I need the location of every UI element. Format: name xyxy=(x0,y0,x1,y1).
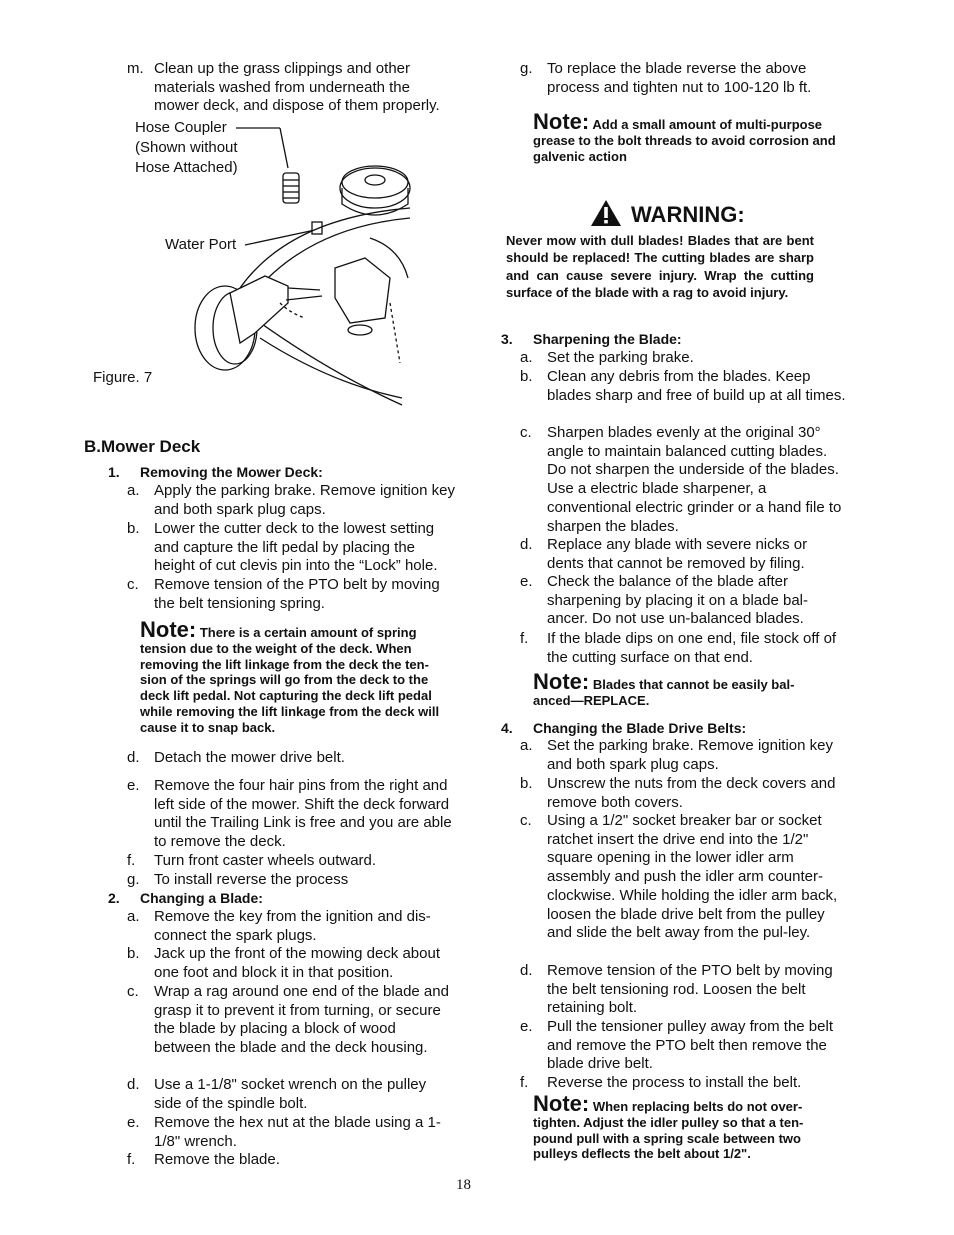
list-item xyxy=(127,777,457,852)
list-item xyxy=(127,749,457,768)
note-grease xyxy=(533,109,845,164)
list-text: Remove the blade. xyxy=(154,1151,280,1168)
list-marker: g. xyxy=(127,871,140,888)
section-title: B.Mower Deck xyxy=(84,437,201,456)
list-text: Pull the tensioner pulley away from the belt and remove the PTO belt then remove the blade drive belt. xyxy=(547,1018,833,1073)
list-marker: e. xyxy=(127,777,140,794)
list-text: Remove tension of the PTO belt by moving the belt tensioning rod. Loosen the belt retaining bolt. xyxy=(547,962,833,1017)
note-text: There is a certain amount of spring tension due to the weight of the deck. When removing the lift linkage from the deck the ten-sion of the springs will go from the deck to the deck lift pedal. Not capturing the deck lift pedal while removing the lift linkage from the deck will cause it to snap back. xyxy=(140,625,440,735)
note-text: Add a small amount of multi-purpose grease to the bolt threads to avoid corrosion and galvenic action xyxy=(533,117,836,164)
list-marker: f. xyxy=(127,852,136,869)
list-item xyxy=(127,1151,457,1170)
step-number: 2. xyxy=(108,890,120,906)
list-marker: f. xyxy=(127,1151,136,1168)
hose-coupler-callout-sub2: Hose Attached) xyxy=(135,159,238,176)
list-item xyxy=(127,1076,457,1114)
note-belt-tension xyxy=(533,1091,833,1162)
list-marker: m. xyxy=(127,60,144,77)
list-text: Set the parking brake. Remove ignition key and both spark plug caps. xyxy=(547,737,833,773)
list-text: Wrap a rag around one end of the blade and grasp it to prevent it from turning, or secure the blade by placing a block of wood between the blade and the deck housing. xyxy=(154,983,449,1057)
list-text: Unscrew the nuts from the deck covers and remove both covers. xyxy=(547,775,836,811)
warning-icon xyxy=(590,199,622,227)
list-item xyxy=(520,573,850,629)
step-number: 1. xyxy=(108,464,120,480)
list-marker: a. xyxy=(520,349,533,366)
list-marker: d. xyxy=(520,962,533,979)
list-item xyxy=(127,1114,457,1152)
list-text: Check the balance of the blade after sharpening by placing it on a blade bal-ancer. Do not use un-balanced blades. xyxy=(547,573,809,628)
list-marker: e. xyxy=(520,1018,533,1035)
list-item xyxy=(127,983,457,1077)
list-item xyxy=(520,962,850,1018)
list-text: Clean up the grass clippings and other materials washed from underneath the mower deck, and dispose of them properly. xyxy=(154,60,440,115)
list-item xyxy=(520,60,850,98)
list-marker: b. xyxy=(127,945,140,962)
list-item xyxy=(520,536,850,574)
list-item xyxy=(520,775,850,813)
note-balance xyxy=(533,669,823,709)
hose-coupler-callout: Hose Coupler xyxy=(135,119,227,136)
note-text: When replacing belts do not over-tighten. Adjust the idler pulley so that a ten-pound pull with a spring scale between two pulleys deflects the belt about 1/2". xyxy=(533,1099,804,1162)
step-title: Sharpening the Blade: xyxy=(533,331,682,347)
list-marker: c. xyxy=(520,424,532,441)
list-item xyxy=(127,945,457,983)
list-text: If the blade dips on one end, file stock off of the cutting surface on that end. xyxy=(547,630,837,666)
list-marker: c. xyxy=(127,576,139,593)
step-title: Removing the Mower Deck: xyxy=(140,464,323,480)
list-marker: b. xyxy=(520,775,533,792)
list-marker: e. xyxy=(520,573,533,590)
step-number: 4. xyxy=(501,720,513,736)
note-label: Note: xyxy=(533,109,590,134)
list-marker: a. xyxy=(127,482,140,499)
list-item xyxy=(520,1018,850,1074)
list-marker: f. xyxy=(520,1074,529,1091)
note-text: Blades that cannot be easily bal-anced—REPLACE. xyxy=(533,677,795,708)
list-item xyxy=(520,349,850,368)
list-text: Reverse the process to install the belt. xyxy=(547,1074,802,1091)
mower-deck-illustration xyxy=(90,118,420,418)
list-item xyxy=(127,871,457,890)
list-item xyxy=(520,368,850,424)
list-item xyxy=(127,852,457,871)
list-text: Remove the four hair pins from the right and left side of the mower. Shift the deck forward until the Trailing Link is free and you are able to remove the deck. xyxy=(154,777,452,851)
list-text: Set the parking brake. xyxy=(547,349,694,366)
list-item xyxy=(520,812,850,962)
list-marker: b. xyxy=(520,368,533,385)
list-text: Apply the parking brake. Remove ignition key and both spark plug caps. xyxy=(154,482,455,518)
list-item xyxy=(520,424,850,536)
note-label: Note: xyxy=(140,617,197,642)
list-text: Lower the cutter deck to the lowest setting and capture the lift pedal by placing the height of cut clevis pin into the “Lock” hole. xyxy=(154,520,438,575)
list-text: To replace the blade reverse the above process and tighten nut to 100-120 lb ft. xyxy=(547,60,812,96)
list-text: Jack up the front of the mowing deck about one foot and block it in that position. xyxy=(154,945,441,981)
list-marker: a. xyxy=(127,908,140,925)
step-number: 3. xyxy=(501,331,513,347)
list-item xyxy=(127,482,457,520)
list-item xyxy=(520,630,850,668)
list-item xyxy=(127,60,457,118)
list-text: Clean any debris from the blades. Keep blades sharp and free of build up at all times. xyxy=(547,368,846,404)
list-marker: b. xyxy=(127,520,140,537)
list-marker: c. xyxy=(127,983,139,1000)
list-marker: d. xyxy=(127,749,140,766)
list-marker: d. xyxy=(127,1076,140,1093)
list-text: Remove the key from the ignition and dis-connect the spark plugs. xyxy=(154,908,431,944)
page-number: 18 xyxy=(456,1177,471,1193)
list-text: Remove the hex nut at the blade using a 1-1/8" wrench. xyxy=(154,1114,441,1150)
list-marker: e. xyxy=(127,1114,140,1131)
list-item xyxy=(127,908,457,946)
list-marker: a. xyxy=(520,737,533,754)
step-title: Changing a Blade: xyxy=(140,890,263,906)
figure-7 xyxy=(90,118,420,418)
warning-text: Never mow with dull blades! Blades that are bent should be replaced! The cutting blades are sharp and can cause severe injury. Wrap the cutting surface of the blade with a rag to avoid injury. xyxy=(506,233,814,301)
list-text: Use a 1-1/8" socket wrench on the pulley side of the spindle bolt. xyxy=(154,1076,427,1112)
list-text: Detach the mower drive belt. xyxy=(154,749,345,766)
note-label: Note: xyxy=(533,1091,590,1116)
list-item xyxy=(520,737,850,775)
list-marker: c. xyxy=(520,812,532,829)
water-port-callout: Water Port xyxy=(165,236,237,253)
list-text: Using a 1/2" socket breaker bar or socket ratchet insert the drive end into the 1/2" square opening in the lower idler arm assembly and push the idler arm counter-clockwise. While holding the idler arm back, loosen the blade drive belt from the pulley and slide the belt away from the pul-ley. xyxy=(547,812,838,942)
list-item xyxy=(127,520,457,576)
list-marker: d. xyxy=(520,536,533,553)
hose-coupler-callout-sub1: (Shown without xyxy=(135,139,238,156)
list-marker: f. xyxy=(520,630,529,647)
list-text: To install reverse the process xyxy=(154,871,349,888)
figure-caption: Figure. 7 xyxy=(93,369,153,386)
note-spring-tension xyxy=(140,617,452,736)
warning-title: WARNING: xyxy=(631,202,745,227)
note-label: Note: xyxy=(533,669,590,694)
list-text: Replace any blade with severe nicks or dents that cannot be removed by filing. xyxy=(547,536,808,572)
step-title: Changing the Blade Drive Belts: xyxy=(533,720,747,736)
list-marker: g. xyxy=(520,60,533,77)
list-text: Turn front caster wheels outward. xyxy=(154,852,377,869)
list-text: Sharpen blades evenly at the original 30° angle to maintain balanced cutting blades. Do not sharpen the underside of the blades. Use a electric blade sharpener, a conventional electric grinder or a hand file to sharpen the blades. xyxy=(547,424,842,535)
list-text: Remove tension of the PTO belt by moving the belt tensioning spring. xyxy=(154,576,440,612)
list-item xyxy=(127,576,457,614)
